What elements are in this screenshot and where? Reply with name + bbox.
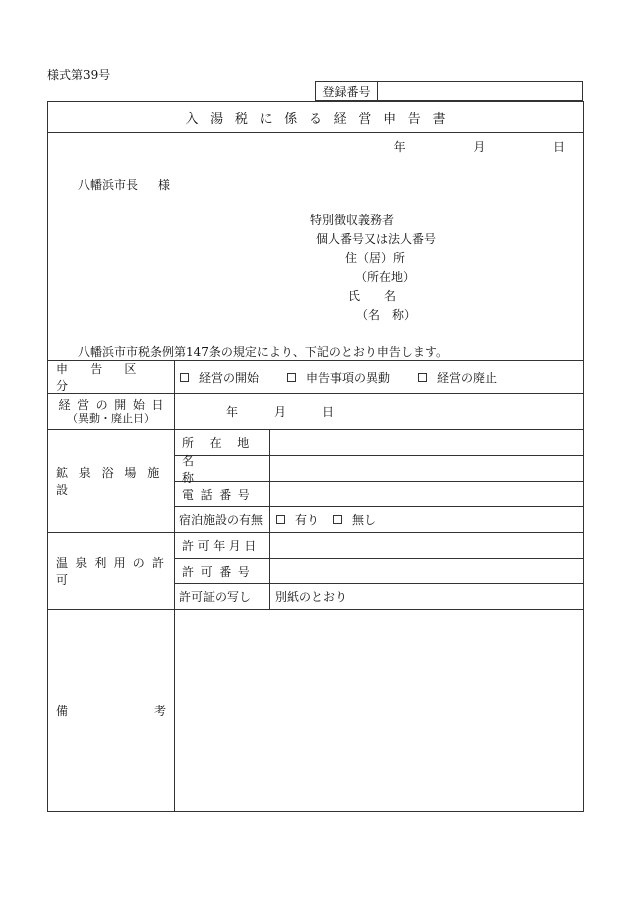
addressee [78, 176, 170, 193]
facility-label-text: 鉱泉浴場施設 [56, 466, 171, 497]
remarks-label [48, 610, 174, 811]
facility-phone-label-text: 電話番号 [182, 487, 257, 502]
registration-number-box [315, 81, 583, 101]
permit-copy-label-text: 許可証の写し [179, 590, 252, 604]
option-change-label: 申告事項の異動 [306, 370, 391, 385]
checkbox-icon[interactable] [180, 373, 189, 382]
lodging-no-label: 無し [352, 513, 377, 527]
remarks-field[interactable] [175, 610, 583, 811]
declarant-id-number: 個人番号又は法人番号 [316, 232, 437, 246]
submission-date[interactable] [382, 138, 565, 155]
date-day: 日 [552, 140, 565, 154]
declarant-role: 特別徴収義務者 [310, 213, 395, 227]
lodging-no[interactable] [333, 511, 376, 528]
permit-number-label [174, 559, 269, 583]
permit-date-label-text: 許可年月日 [182, 539, 261, 553]
lodging-yes[interactable] [276, 511, 319, 528]
registration-number-field[interactable] [378, 82, 582, 100]
remarks-label-left: 備 [56, 704, 69, 718]
start-date-month: 月 [274, 405, 287, 419]
declarant-address-corp: （所在地） [355, 270, 416, 284]
option-abolish[interactable] [418, 369, 497, 386]
declarant-address: 住（居）所 [345, 251, 406, 265]
option-change[interactable] [287, 369, 390, 386]
date-year: 年 [393, 140, 406, 154]
permit-date-field[interactable] [270, 533, 583, 558]
category-label [48, 361, 174, 393]
lodging-yes-label: 有り [295, 513, 320, 527]
permit-label-text: 温泉利用の許可 [56, 556, 172, 587]
form-title [48, 102, 583, 132]
permit-number-field[interactable] [270, 559, 583, 583]
start-date-year: 年 [226, 405, 239, 419]
permit-copy-value: 別紙のとおり [275, 590, 348, 604]
category-options [180, 361, 580, 393]
permit-copy-label [174, 584, 269, 609]
facility-phone-label [174, 482, 269, 506]
addressee-honorific: 様 [158, 178, 171, 192]
option-start-label: 経営の開始 [199, 370, 260, 385]
permit-label [48, 533, 174, 609]
start-date-field[interactable] [174, 394, 583, 429]
declarant-name: 氏 名 [348, 289, 397, 303]
start-date-day: 日 [322, 405, 335, 419]
declaration-statement: 八幡浜市市税条例第147条の規定により、下記のとおり申告します。 [78, 345, 448, 359]
option-abolish-label: 経営の廃止 [437, 370, 498, 385]
permit-date-label [174, 533, 269, 558]
lodging-label-text: 宿泊施設の有無 [179, 513, 264, 527]
start-date-label-line2: （異動・廃止日） [67, 411, 155, 425]
lodging-label [174, 507, 269, 532]
start-date-label-line1: 経営の開始日 [58, 397, 171, 412]
checkbox-icon[interactable] [333, 515, 342, 524]
category-label-text: 申告区分 [56, 362, 159, 393]
lodging-options [276, 507, 576, 532]
addressee-name: 八幡浜市長 [78, 178, 139, 192]
registration-number-label: 登録番号 [316, 82, 378, 100]
facility-label [48, 430, 174, 532]
facility-name-label-text: 名称 [182, 453, 250, 485]
start-date-label [48, 394, 174, 429]
date-month: 月 [473, 140, 486, 154]
declarant-name-corp: （名 称） [356, 308, 417, 322]
option-start[interactable] [180, 369, 259, 386]
checkbox-icon[interactable] [418, 373, 427, 382]
facility-name-label [174, 453, 269, 485]
facility-location-label-text: 所在地 [182, 436, 265, 450]
facility-name-field[interactable] [270, 456, 583, 481]
remarks-label-right: 考 [153, 704, 166, 718]
facility-location-field[interactable] [270, 430, 583, 455]
checkbox-icon[interactable] [276, 515, 285, 524]
checkbox-icon[interactable] [287, 373, 296, 382]
declaration-form [47, 101, 584, 812]
facility-phone-field[interactable] [270, 482, 583, 506]
form-number: 様式第39号 [47, 68, 111, 82]
form-title-text: 入湯税に係る経営申告書 [185, 111, 458, 127]
permit-number-label-text: 許可番号 [182, 564, 257, 579]
